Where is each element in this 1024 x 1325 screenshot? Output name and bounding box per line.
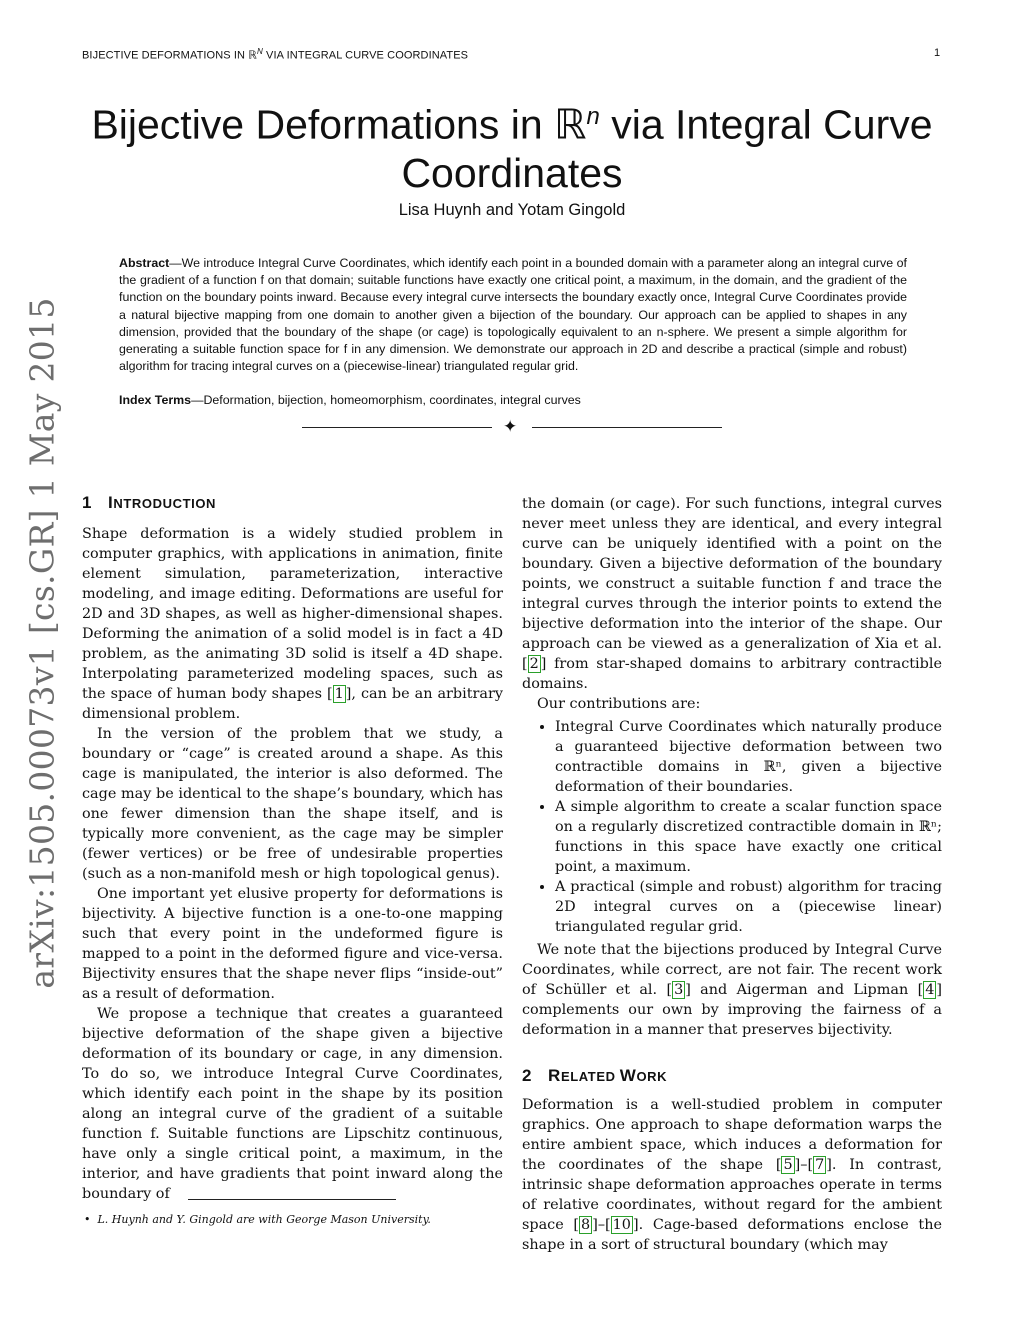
left-column xyxy=(82,524,503,1204)
related-work-paragraph: Deformation is a well-studied problem in computer graphics. One approach to shape deformation warps the entire ambient space, which induces a deformation for the coordinates of the shape [ 5 ]–[ 7 ]. In contrast, intrinsic shape deformation approaches operate in terms of relative coordinates, without regard for the ambient space [ 8 ]–[ 10 ]. Cage-based deformations enclose the shape in a sort of structural boundary (which may xyxy=(522,1097,942,1253)
authors: Lisa Huynh and Yotam Gingold xyxy=(398,201,626,219)
intro-paragraph-4: We propose a technique that creates a guaranteed bijective deformation of the shape given a bijective deformation of its boundary or cage, in any dimension. To do so, we introduce Integral Curve Coordinates, which identify each point in the shape by its position along an integral curve of the gradient of a suitable function f. Suitable functions are Lipschitz continuous, have only a single critical point, a maximum, in the interior, and have gradients that point inward along the boundary of xyxy=(82,1006,503,1202)
citation-link[interactable]: 2 xyxy=(529,656,539,672)
footnote-rule xyxy=(188,1199,396,1200)
index-terms xyxy=(119,393,907,407)
section-1-heading: 1 INTRODUCTION xyxy=(82,493,217,512)
index-terms-text: —Deformation, bijection, homeomorphism, coordinates, integral curves xyxy=(191,393,581,407)
intro-paragraph-3: One important yet elusive property for deformations is bijectivity. A bijective function is a one-to-one mapping such that every point in the undeformed figure is mapped to a point in the deformed figure and vice-versa. Bijectivity ensures that the shape never flips “inside-out” as a result of deformation. xyxy=(82,886,503,1002)
list-item: • A practical (simple and robust) algorithm for tracing 2D integral curves on a (piecewise linear) triangulated regular grid. xyxy=(555,877,942,937)
list-item: • A simple algorithm to create a scalar function space on a regularly discretized contractible domain in ℝⁿ; functions in this space have exactly one critical point, a maximum. xyxy=(555,797,942,877)
contributions-list xyxy=(522,717,942,937)
divider-star-icon: ✦ xyxy=(503,417,518,436)
right-column xyxy=(522,494,942,1255)
page-number: 1 xyxy=(934,47,941,59)
abstract xyxy=(119,255,907,375)
citation-link[interactable]: 3 xyxy=(674,982,684,998)
citation-link[interactable]: 4 xyxy=(925,982,935,998)
arxiv-stamp: arXiv:1505.00073v1 [cs.GR] 1 May 2015 xyxy=(22,297,62,989)
citation-link[interactable]: 1 xyxy=(334,686,344,702)
intro-paragraph-6: We note that the bijections produced by Integral Curve Coordinates, while correct, are not fair. The recent work of Schüller et al. [ 3 ] and Aigerman and Lipman [ 4 ] complements our own by improving the fairness of a deformation in a manner that preserves bijectivity. xyxy=(522,942,942,1038)
paper-title: Bijective Deformations in ℝ$^n$ via Integral Curve Coordinates xyxy=(91,101,933,196)
divider-left xyxy=(302,427,492,428)
abstract-label: Abstract xyxy=(119,256,170,270)
citation-link[interactable]: 7 xyxy=(815,1157,825,1173)
contributions-intro: Our contributions are: xyxy=(537,696,701,712)
running-head: BIJECTIVE DEFORMATIONS IN ℝ$^N$ VIA INTEGRAL CURVE COORDINATES xyxy=(82,47,469,62)
index-terms-label: Index Terms xyxy=(119,393,192,407)
section-2-heading: 2 RELATED WORK xyxy=(522,1066,668,1085)
citation-link[interactable]: 10 xyxy=(612,1217,631,1233)
footnote-bullet: • xyxy=(84,1213,91,1226)
intro-paragraph-1: Shape deformation is a widely studied problem in computer graphics, with applications in animation, finite element simulation, parameterization, interactive modeling, and image editing. Deformations are useful for 2D and 3D shapes, as well as higher-dimensional shapes. Deforming the animation of a solid model is in fact a 4D problem, as the animating 3D solid is itself a 4D shape. Interpolating parameterized modeling spaces, such as the space of human body shapes [ 1 ], can be an arbitrary dimensional problem. xyxy=(82,526,503,722)
list-item: • Integral Curve Coordinates which naturally produce a guaranteed bijective deformation between two contractible domains in ℝⁿ, given a bijective deformation of their boundaries. xyxy=(555,717,942,797)
abstract-text: —We introduce Integral Curve Coordinates, which identify each point in a bounded domain with a parameter along an integral curve of the gradient of a function f on that domain; suitable functions have exactly one critical point, a maximum, in the domain, and the gradient of the function on the boundary points inward. Because every integral curve intersects the boundary exactly once, Integral Curve Coordinates provide a natural bijective mapping from one domain to another given a bijection of the boundary. Our approach can be applied to shapes in any dimension, provided that the boundary of the shape (or cage) is topologically equivalent to an n-sphere. We present a simple algorithm for generating a suitable function space for f in any dimension. We demonstrate our approach in 2D and describe a practical (simple and robust) algorithm for tracing integral curves on a (piecewise-linear) triangulated regular grid. xyxy=(119,256,907,374)
footnote-text: L. Huynh and Y. Gingold are with George Mason University. xyxy=(97,1213,431,1226)
divider-right xyxy=(532,427,722,428)
footnote xyxy=(84,1213,431,1226)
intro-paragraph-2: In the version of the problem that we study, a boundary or “cage” is created around a shape. As this cage is manipulated, the interior is also deformed. The cage may be identical to the shape’s boundary, which has one fewer dimension than the shape itself, and is typically more convenient, as the cage may be simpler (fewer vertices) or be free of undesirable properties (such as a non-manifold mesh or high topological genus). xyxy=(82,726,503,882)
citation-link[interactable]: 8 xyxy=(581,1217,591,1233)
intro-paragraph-5: the domain (or cage). For such functions, integral curves never meet unless they are identical, and every integral curve can be uniquely identified with a point on the boundary. Given a bijective deformation of the boundary points, we construct a suitable function f and trace the integral curves through the interior points to extend the bijective deformation into the interior of the shape. Our approach can be viewed as a generalization of Xia et al. [ 2 ] from star-shaped domains to arbitrary contractible domains. xyxy=(522,496,942,692)
citation-link[interactable]: 5 xyxy=(783,1157,793,1173)
